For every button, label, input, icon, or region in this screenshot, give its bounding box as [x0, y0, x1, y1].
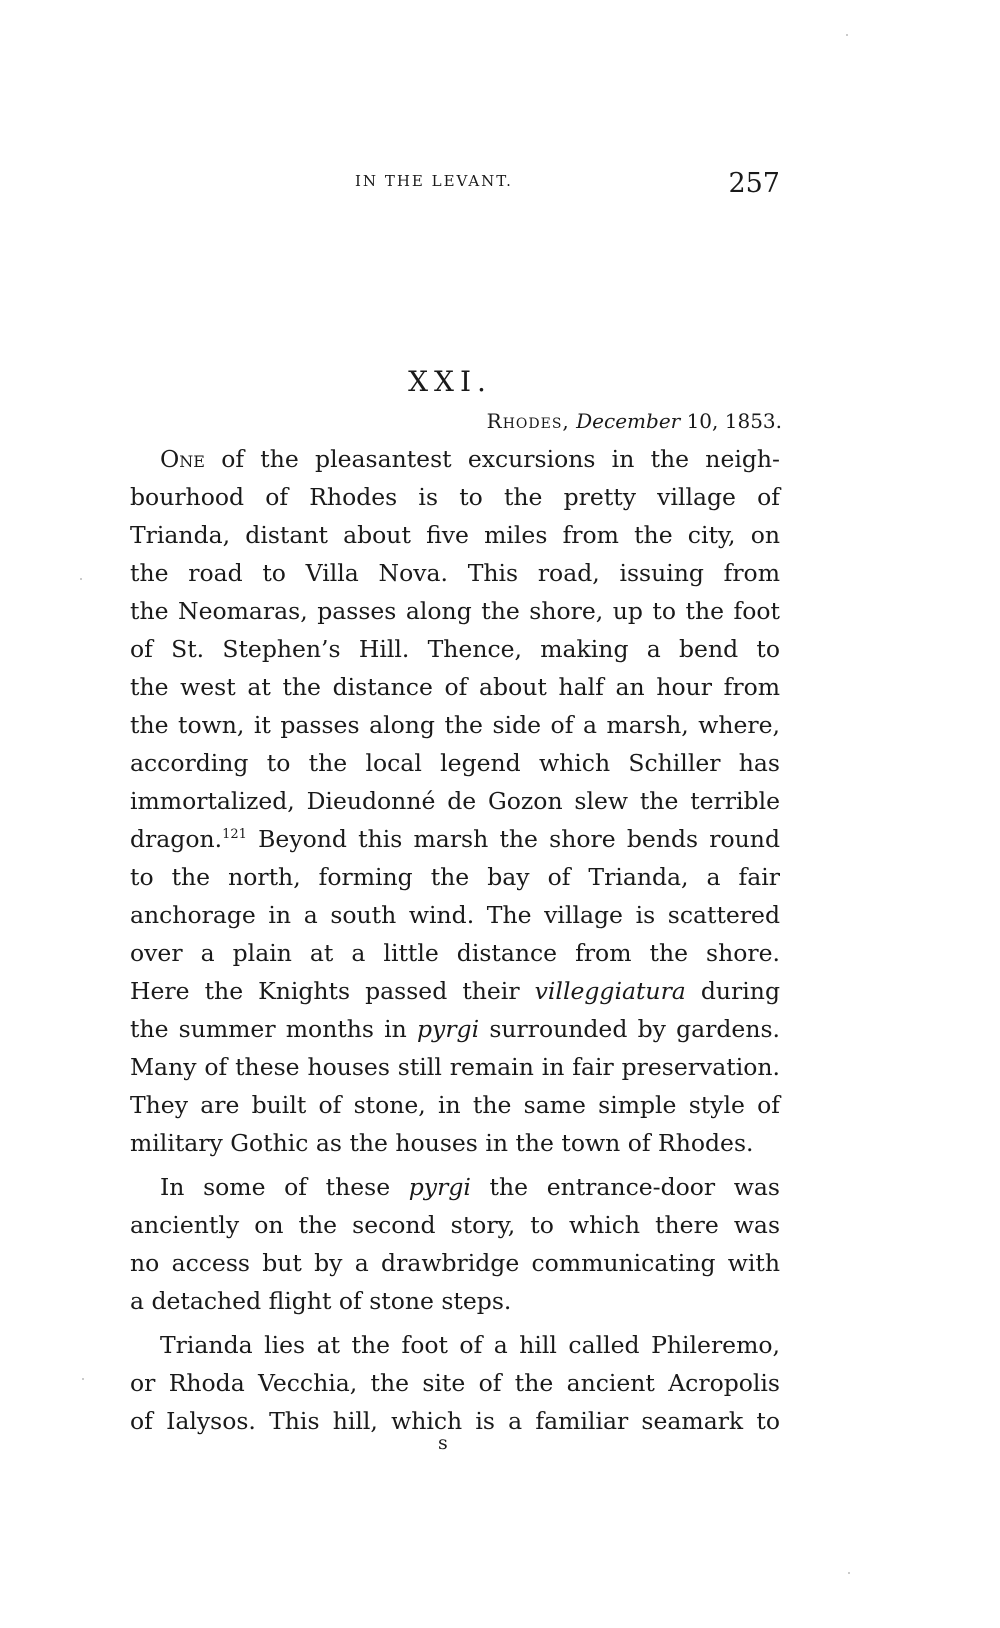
text-segment: the entrance-door was	[470, 1173, 780, 1201]
text-line	[130, 858, 780, 896]
paper-speck	[846, 34, 848, 36]
text-segment: of the pleasantest excursions in the neigh-	[204, 445, 780, 473]
text-line	[130, 1282, 780, 1320]
text-line	[130, 972, 780, 1010]
text-line	[130, 1168, 780, 1206]
footnote-ref: 121	[222, 827, 247, 842]
text-segment: bourhood of Rhodes is to the pretty village of	[130, 483, 780, 511]
text-segment: villeggiatura	[534, 977, 686, 1005]
paper-speck	[848, 1572, 850, 1574]
text-segment: the west at the distance of about half an hour from	[130, 673, 780, 701]
text-line	[130, 1364, 780, 1402]
text-segment: to the north, forming the bay of Trianda, a fair	[130, 863, 780, 891]
signature-mark: s	[438, 1432, 448, 1454]
text-segment: the Neomaras, passes along the shore, up to the foot	[130, 597, 780, 625]
text-segment: the road to Villa Nova. This road, issuing from	[130, 559, 780, 587]
text-line	[130, 782, 780, 820]
text-segment: over a plain at a little distance from the shore.	[130, 939, 780, 967]
text-segment: anchorage in a south wind. The village is scattered	[130, 901, 780, 929]
text-segment: the summer months in	[130, 1015, 417, 1043]
text-line	[130, 516, 780, 554]
text-line	[130, 1402, 780, 1440]
text-segment: of Ialysos. This hill, which is a familiar seamark to	[130, 1407, 780, 1435]
text-line	[130, 592, 780, 630]
text-line	[130, 478, 780, 516]
paper-speck	[80, 578, 82, 580]
text-line	[130, 1326, 780, 1364]
text-segment: military Gothic as the houses in the town of Rhodes.	[130, 1129, 754, 1157]
body-text	[130, 440, 780, 1440]
text-segment: Beyond this marsh the shore bends round	[246, 825, 780, 853]
text-segment: during	[685, 977, 780, 1005]
text-segment: dragon.	[130, 825, 223, 853]
text-line	[130, 706, 780, 744]
text-line	[130, 744, 780, 782]
running-head	[130, 168, 780, 208]
text-line	[130, 820, 780, 858]
text-segment: no access but by a drawbridge communicating with	[130, 1249, 780, 1277]
paper-speck	[82, 1378, 84, 1380]
text-segment: Many of these houses still remain in fair preservation.	[130, 1053, 780, 1081]
text-line	[130, 668, 780, 706]
text-segment: the town, it passes along the side of a marsh, where,	[130, 711, 780, 739]
text-segment: a detached flight of stone steps.	[130, 1287, 512, 1315]
text-line	[130, 630, 780, 668]
text-segment: pyrgi	[408, 1173, 471, 1201]
text-segment: Here the Knights passed their	[130, 977, 535, 1005]
text-segment: They are built of stone, in the same simple style of	[130, 1091, 780, 1119]
dateline-month: December	[576, 409, 681, 433]
text-line	[130, 1244, 780, 1282]
text-line	[130, 1206, 780, 1244]
text-line	[130, 934, 780, 972]
text-segment: pyrgi	[417, 1015, 480, 1043]
text-segment: immortalized, Dieudonné de Gozon slew the terrible	[130, 787, 780, 815]
text-segment: Trianda lies at the foot of a hill called Phileremo,	[160, 1331, 780, 1359]
text-segment: of St. Stephen’s Hill. Thence, making a bend to	[130, 635, 780, 663]
text-line	[130, 896, 780, 934]
text-segment: anciently on the second story, to which there was	[130, 1211, 780, 1239]
text-line	[130, 1010, 780, 1048]
dateline-place: Rhodes,	[486, 409, 570, 433]
text-segment: Trianda, distant about five miles from the city, on	[130, 521, 780, 549]
text-line	[130, 1086, 780, 1124]
page-number: 257	[728, 168, 780, 199]
chapter-number: XXI.	[408, 365, 492, 398]
dateline-date: 10, 1853.	[680, 409, 782, 433]
text-line	[130, 440, 780, 478]
text-line	[130, 554, 780, 592]
text-segment: In some of these	[160, 1173, 409, 1201]
text-segment: One	[160, 445, 205, 473]
text-segment: surrounded by gardens.	[479, 1015, 780, 1043]
text-segment: according to the local legend which Schiller has	[130, 749, 780, 777]
text-line	[130, 1048, 780, 1086]
text-segment: or Rhoda Vecchia, the site of the ancient Acropolis	[130, 1369, 780, 1397]
text-line	[130, 1124, 780, 1162]
dateline	[487, 409, 782, 433]
running-title: IN THE LEVANT.	[355, 172, 513, 190]
